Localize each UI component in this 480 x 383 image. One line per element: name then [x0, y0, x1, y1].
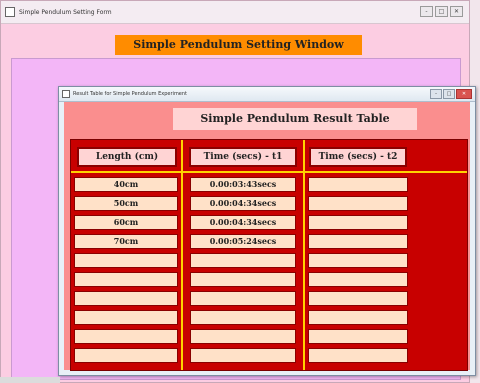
window-icon: [62, 90, 70, 98]
t2-cell[interactable]: [308, 253, 408, 268]
result-window-title: Result Table for Simple Pendulum Experiment: [73, 91, 188, 97]
length-cell[interactable]: 60cm: [74, 215, 178, 230]
maximize-icon[interactable]: □: [443, 89, 455, 99]
setting-window-heading: Simple Pendulum Setting Window: [115, 35, 362, 55]
t1-cell[interactable]: [190, 272, 296, 287]
setting-window-title: Simple Pendulum Setting Form: [19, 8, 112, 16]
t2-cell[interactable]: [308, 234, 408, 249]
t2-cell[interactable]: [308, 196, 408, 211]
t2-cell[interactable]: [308, 329, 408, 344]
t1-cell[interactable]: 0.00:04:34secs: [190, 196, 296, 211]
length-cell[interactable]: 40cm: [74, 177, 178, 192]
setting-window-controls: [420, 6, 463, 17]
close-icon[interactable]: ✕: [456, 89, 472, 99]
t1-cell[interactable]: [190, 310, 296, 325]
length-cell[interactable]: [74, 329, 178, 344]
minimize-icon[interactable]: -: [420, 6, 433, 17]
result-window-body: [64, 102, 470, 370]
column-length: [71, 140, 183, 370]
column-time-t1: [183, 140, 305, 370]
result-window-controls: [430, 89, 472, 99]
setting-window-titlebar[interactable]: [1, 1, 469, 24]
column-header-length: Length (cm): [77, 147, 177, 167]
t2-cell[interactable]: [308, 291, 408, 306]
t1-cell[interactable]: [190, 291, 296, 306]
t1-cell[interactable]: [190, 253, 296, 268]
t1-cell[interactable]: 0.00:04:34secs: [190, 215, 296, 230]
column-header-t1: Time (secs) - t1: [189, 147, 297, 167]
taskbar-fragment: [0, 377, 60, 383]
t2-cell[interactable]: [308, 177, 408, 192]
t1-cell[interactable]: 0.00:03:43secs: [190, 177, 296, 192]
result-window-titlebar[interactable]: [59, 87, 475, 102]
close-icon[interactable]: ✕: [450, 6, 463, 17]
length-cell[interactable]: [74, 253, 178, 268]
t1-cell[interactable]: [190, 348, 296, 363]
length-cell[interactable]: 50cm: [74, 196, 178, 211]
t1-cell[interactable]: 0.00:05:24secs: [190, 234, 296, 249]
t2-cell[interactable]: [308, 348, 408, 363]
t2-cell[interactable]: [308, 310, 408, 325]
result-window: [58, 86, 476, 376]
result-table-heading: Simple Pendulum Result Table: [173, 108, 417, 130]
window-icon: [5, 7, 15, 17]
t2-cell[interactable]: [308, 215, 408, 230]
t2-cell[interactable]: [308, 272, 408, 287]
maximize-icon[interactable]: □: [435, 6, 448, 17]
length-cell[interactable]: [74, 272, 178, 287]
length-cell[interactable]: [74, 291, 178, 306]
column-header-t2: Time (secs) - t2: [309, 147, 407, 167]
result-table: [70, 139, 468, 371]
t1-cell[interactable]: [190, 329, 296, 344]
length-cell[interactable]: [74, 310, 178, 325]
minimize-icon[interactable]: -: [430, 89, 442, 99]
length-cell[interactable]: 70cm: [74, 234, 178, 249]
length-cell[interactable]: [74, 348, 178, 363]
column-time-t2: [305, 140, 411, 370]
